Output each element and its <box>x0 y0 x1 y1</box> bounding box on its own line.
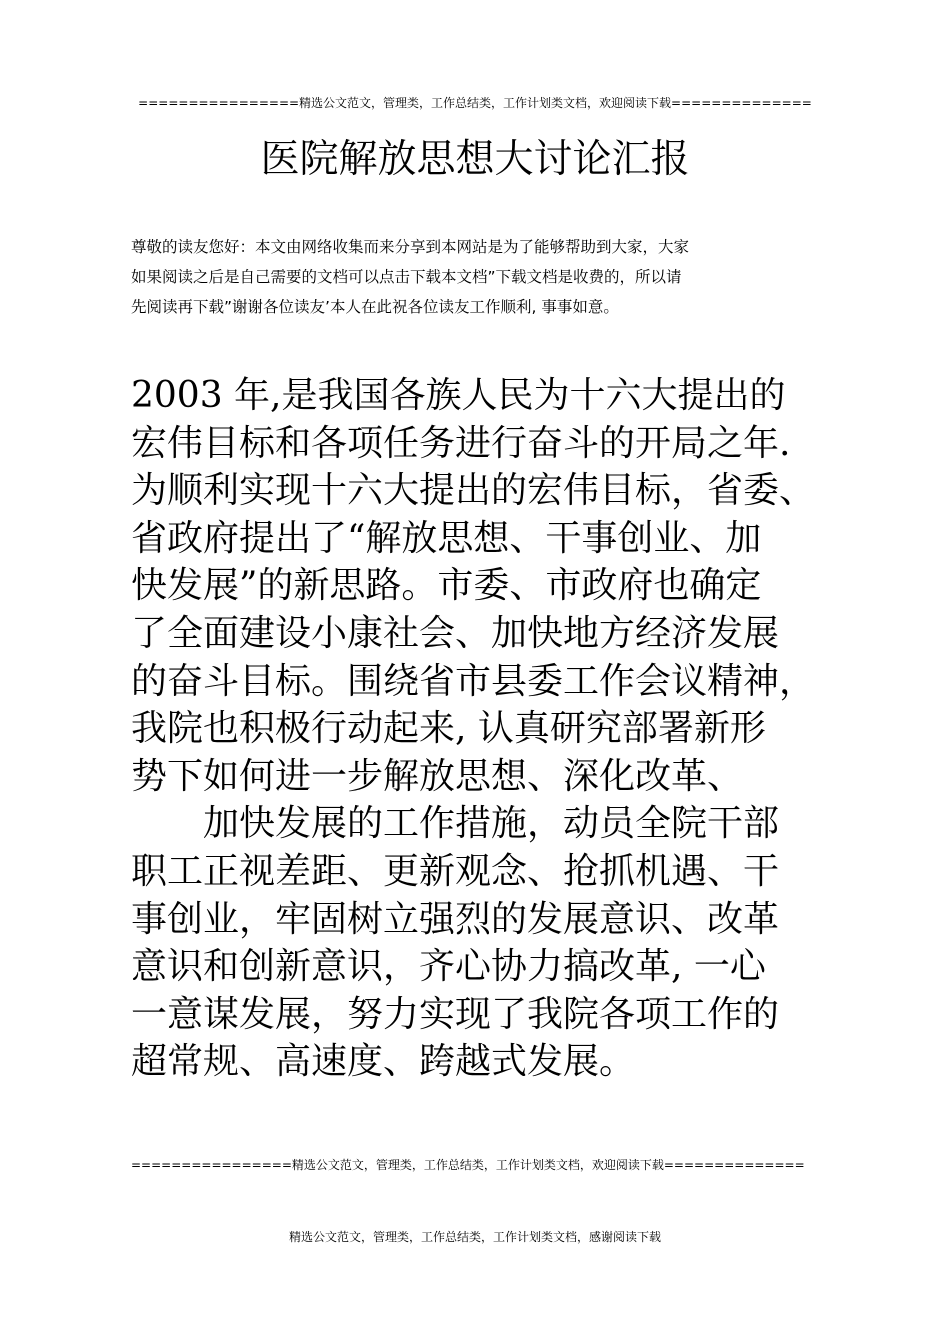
reader-notice <box>131 232 831 322</box>
document-title: 医院解放思想大讨论汇报 <box>260 137 690 182</box>
body-line: 宏伟目标和各项任务进行奋斗的开局之年. <box>131 422 791 464</box>
body-line: 我院也积极行动起来, 认真研究部署新形 <box>131 708 766 750</box>
body-line: 超常规、高速度、跨越式发展。 <box>131 1041 636 1083</box>
body-line: 的奋斗目标。围绕省市县委工作会议精神， <box>131 660 816 702</box>
body-line: 为顺利实现十六大提出的宏伟目标，省委、 <box>131 470 816 512</box>
body-line: 2003 年,是我国各族人民为十六大提出的 <box>131 375 786 416</box>
notice-line: 先阅读再下载”谢谢各位读友’本人在此祝各位读友工作顺利, 事事如意。 <box>131 298 619 316</box>
body-line: 了全面建设小康社会、加快地方经济发展 <box>131 612 780 654</box>
body-line: 快发展”的新思路。市委、市政府也确定 <box>131 565 762 607</box>
body-line: 职工正视差距、更新观念、抢抓机遇、干 <box>131 850 780 892</box>
page-footer: 精选公文范文，管理类，工作总结类，工作计划类文档，感谢阅读下载 <box>288 1230 661 1244</box>
body-line: 意识和创新意识，齐心协力搞改革, 一心 <box>131 946 766 988</box>
notice-line: 如果阅读之后是自己需要的文档可以点击下载本文档”下载文档是收费的，所以请 <box>131 268 682 286</box>
body-line: 势下如何进一步解放思想、深化改革、 <box>131 755 744 797</box>
body-line: 一意谋发展，努力实现了我院各项工作的 <box>131 993 780 1035</box>
notice-line: 尊敬的读友您好：本文由网络收集而来分享到本网站是为了能够帮助到大家，大家 <box>131 238 690 256</box>
body-line: 省政府提出了“解放思想、干事创业、加 <box>131 517 762 559</box>
header-banner: ================精选公文范文，管理类，工作总结类，工作计划类文档，欢迎阅读下载============== <box>138 96 812 110</box>
body-paragraph <box>131 372 851 1086</box>
body-line: 事创业，牢固树立强烈的发展意识、改革 <box>131 898 780 940</box>
footer-banner: ================精选公文范文，管理类，工作总结类，工作计划类文档，欢迎阅读下载============== <box>131 1158 805 1172</box>
body-line: 加快发展的工作措施，动员全院干部 <box>131 803 780 845</box>
